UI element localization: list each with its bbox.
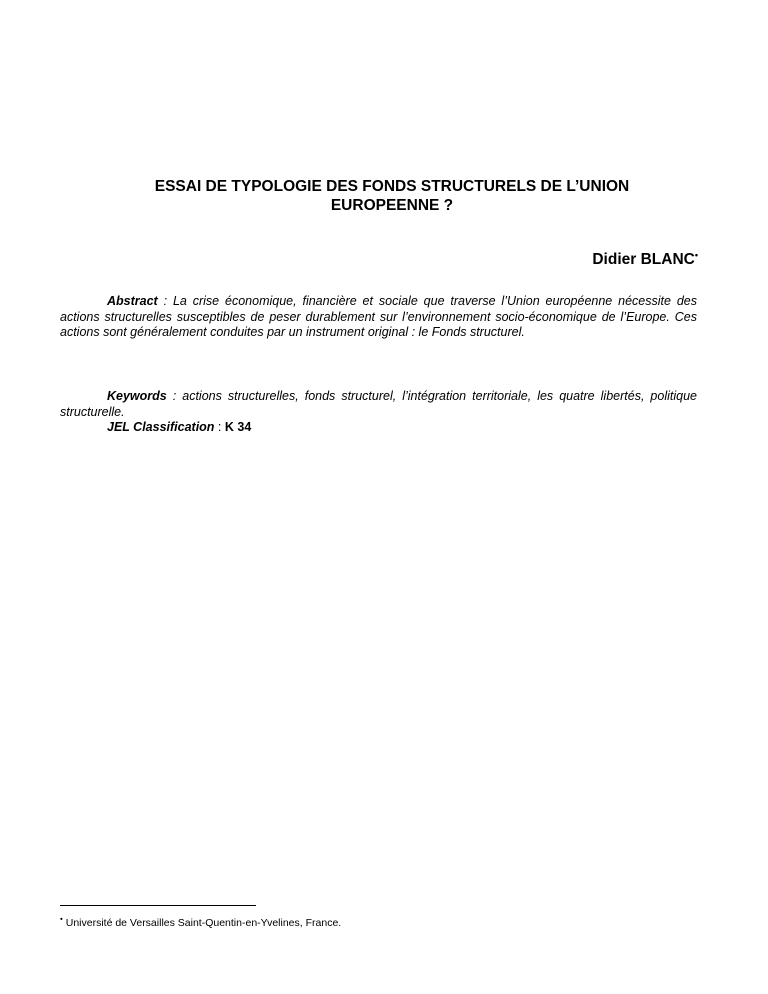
keywords-label: Keywords	[107, 389, 167, 403]
jel-code: K 34	[224, 420, 252, 434]
footnote-divider	[60, 905, 256, 906]
jel-label: JEL Classification	[107, 420, 215, 434]
footnote-text: Université de Versailles Saint-Quentin-en-Yvelines, France.	[62, 917, 342, 929]
abstract-text: : La crise économique, financière et sociale que traverse l’Union européenne nécessite des actions structurelles susceptibles de peser durablement sur l’environnement socio-économique de l’Europe. Ces actions sont généralement conduites par un instrument original : le Fonds structurel.	[60, 294, 697, 339]
footnote-mark: •	[60, 914, 63, 924]
keywords-paragraph	[60, 389, 697, 420]
jel-separator: :	[214, 420, 225, 434]
jel-classification	[107, 420, 251, 436]
author-text: Didier BLANC	[592, 251, 695, 268]
title-line-1: ESSAI DE TYPOLOGIE DES FONDS STRUCTURELS DE L’UNION	[154, 178, 630, 195]
paper-title	[60, 177, 724, 215]
footnote	[60, 914, 342, 930]
abstract-paragraph	[60, 294, 697, 341]
title-line-2: EUROPEENNE ?	[330, 197, 454, 214]
keywords-text: : actions structurelles, fonds structurel, l’intégration territoriale, les quatre libertés, politique structurelle.	[60, 389, 697, 419]
author-name	[592, 250, 698, 269]
author-footnote-mark: •	[694, 249, 698, 260]
abstract-label: Abstract	[107, 294, 158, 308]
